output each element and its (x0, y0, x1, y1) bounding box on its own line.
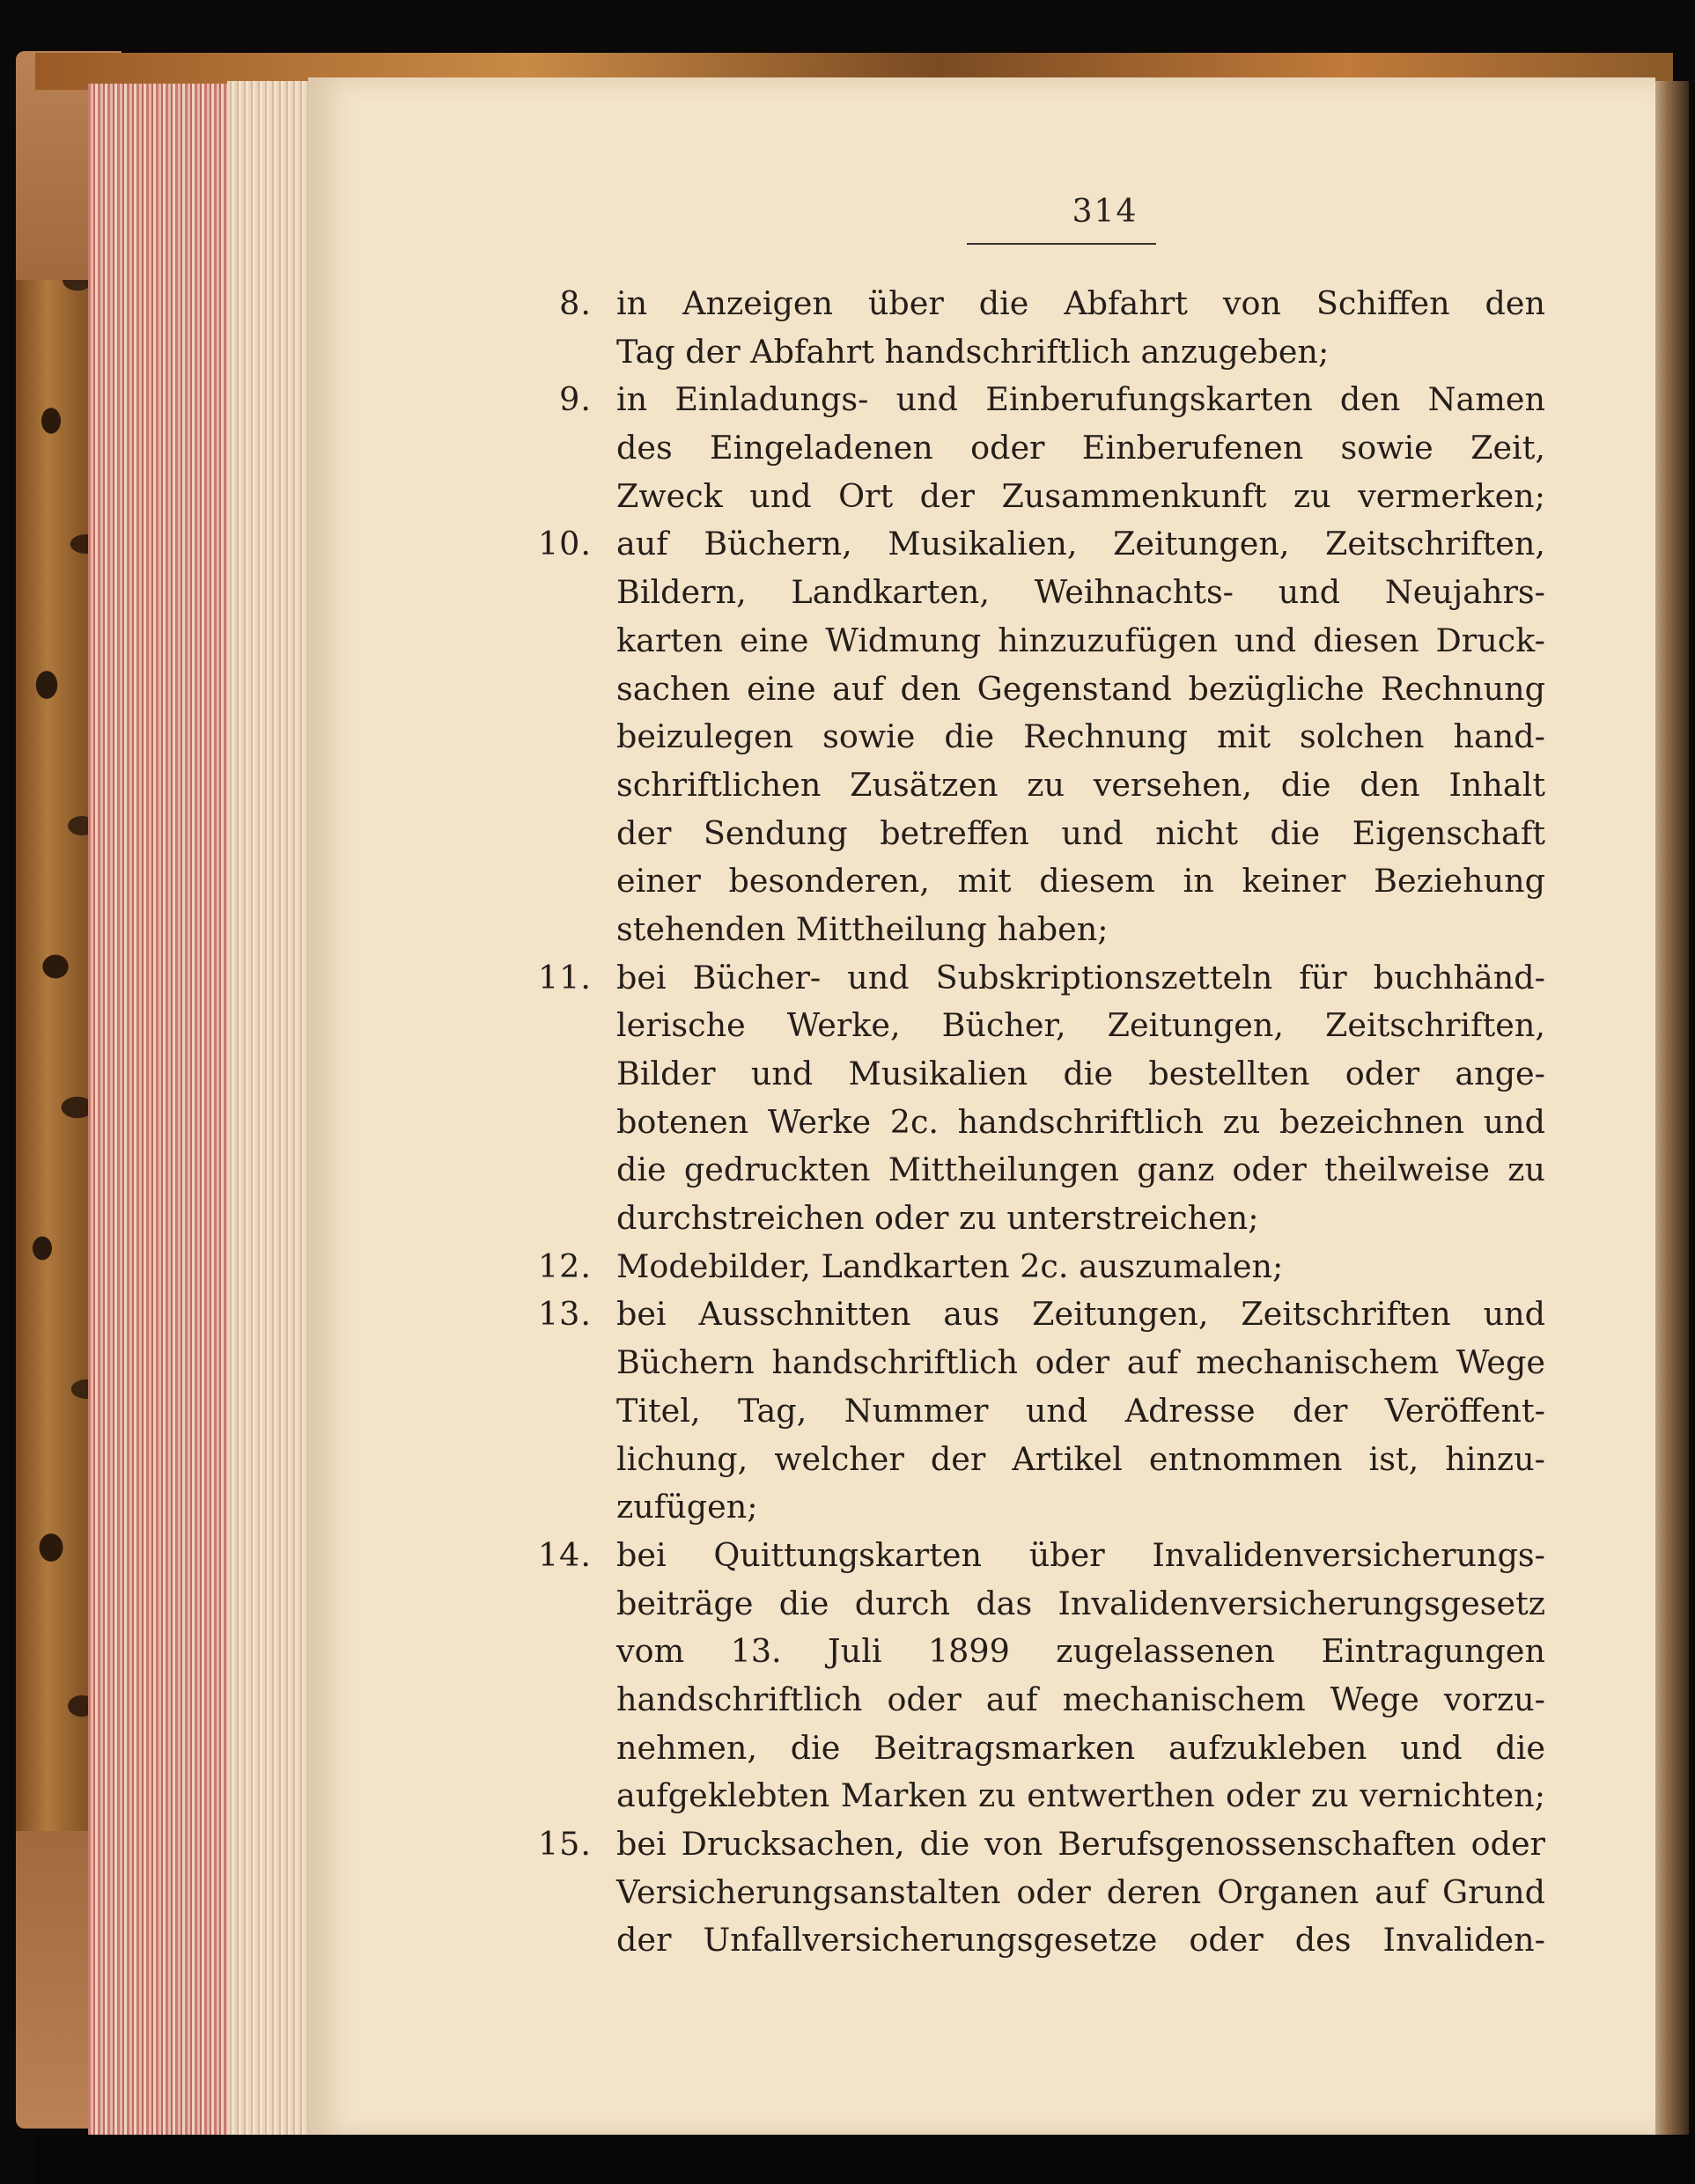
item-number: 8. (559, 284, 592, 322)
item-number: 14. (537, 1535, 592, 1574)
line-text: beizulegen sowie die Rechnung mit solchen hand- (616, 717, 1545, 756)
text-line (616, 328, 1545, 377)
body-text (537, 280, 1545, 1965)
line-text: vom 13. Juli 1899 zugelassenen Eintragungen (616, 1632, 1545, 1671)
line-text: durchstreichen oder zu unterstreichen; (616, 1199, 1259, 1238)
text-line (537, 520, 1545, 569)
line-text: Büchern handschriftlich oder auf mechanischem Wege (616, 1343, 1545, 1382)
line-text: auf Büchern, Musikalien, Zeitungen, Zeitschriften, (616, 525, 1545, 563)
item-number: 9. (559, 380, 592, 419)
line-text: botenen Werke 2c. handschriftlich zu bezeichnen und (616, 1102, 1545, 1141)
text-line (537, 1291, 1545, 1339)
text-line (616, 1339, 1545, 1387)
line-text: lichung, welcher der Artikel entnommen ist, hinzu- (616, 1439, 1545, 1478)
line-text: sachen eine auf den Gegenstand bezügliche Rechnung (616, 669, 1545, 708)
text-line (616, 713, 1545, 761)
text-line (616, 1483, 1545, 1532)
text-line (616, 1869, 1545, 1917)
line-text: bei Ausschnitten aus Zeitungen, Zeitschriften und (616, 1295, 1545, 1334)
text-line (616, 617, 1545, 665)
line-text: lerische Werke, Bücher, Zeitungen, Zeitschriften, (616, 1006, 1545, 1045)
line-text: zufügen; (616, 1488, 758, 1526)
text-line (616, 1099, 1545, 1147)
text-line (616, 857, 1545, 906)
text-line (616, 1580, 1545, 1629)
item-number: 12. (537, 1246, 592, 1285)
text-line (616, 1916, 1545, 1965)
line-text: der Sendung betreffen und nicht die Eigenschaft (616, 813, 1545, 852)
line-text: Bildern, Landkarten, Weihnachts- und Neujahrs- (616, 573, 1545, 612)
text-line (616, 424, 1545, 473)
facing-page-edge (1654, 81, 1689, 2136)
line-text: des Eingeladenen oder Einberufenen sowie Zeit, (616, 429, 1545, 467)
text-line (537, 1243, 1545, 1291)
line-text: Versicherungsanstalten oder deren Organen auf Grund (616, 1872, 1545, 1911)
item-number: 11. (537, 958, 592, 996)
text-line (616, 810, 1545, 858)
line-text: handschriftlich oder auf mechanischem Wege vorzu- (616, 1680, 1545, 1718)
text-line (616, 1387, 1545, 1436)
text-line (616, 1436, 1545, 1484)
text-line (616, 1195, 1545, 1243)
text-line (559, 376, 1545, 424)
page-number: 314 (1072, 194, 1139, 230)
line-text: nehmen, die Beitragsmarken aufzukleben und die (616, 1728, 1545, 1767)
line-text: bei Drucksachen, die von Berufsgenossenschaften oder (616, 1825, 1545, 1863)
text-line (616, 1002, 1545, 1050)
line-text: Titel, Tag, Nummer und Adresse der Veröffent- (616, 1391, 1545, 1430)
header-rule (967, 243, 1156, 245)
line-text: Bilder und Musikalien die bestellten oder ange- (616, 1055, 1545, 1092)
text-line (616, 665, 1545, 714)
line-text: bei Bücher- und Subskriptionszetteln für buchhänd- (616, 958, 1545, 996)
text-line (537, 954, 1545, 1003)
text-line (616, 473, 1545, 521)
text-line (616, 1050, 1545, 1099)
line-text: schriftlichen Zusätzen zu versehen, die den Inhalt (616, 765, 1545, 804)
text-line (537, 1532, 1545, 1580)
item-number: 10. (537, 525, 592, 563)
line-text: aufgeklebten Marken zu entwerthen oder zu vernichten; (616, 1776, 1545, 1815)
line-text: Tag der Abfahrt handschriftlich anzugeben; (616, 332, 1330, 371)
text-line (616, 1146, 1545, 1195)
line-text: bei Quittungskarten über Invalidenversicherungs- (616, 1535, 1545, 1574)
item-number: 13. (537, 1295, 592, 1334)
line-text: stehenden Mittheilung haben; (616, 909, 1109, 948)
line-text: der Unfallversicherungsgesetze oder des Invaliden- (616, 1921, 1545, 1960)
bottom-shadow (35, 2135, 1691, 2184)
item-number: 15. (537, 1825, 592, 1863)
line-text: beiträge die durch das Invalidenversicherungsgesetz (616, 1584, 1545, 1622)
text-line (559, 280, 1545, 328)
text-line (616, 569, 1545, 617)
text-line (537, 1820, 1545, 1869)
line-text: in Einladungs- und Einberufungskarten den Namen (616, 380, 1545, 419)
line-text: in Anzeigen über die Abfahrt von Schiffen den (616, 284, 1545, 322)
text-line (616, 1772, 1545, 1820)
line-text: die gedruckten Mittheilungen ganz oder theilweise zu (616, 1151, 1545, 1189)
line-text: Zweck und Ort der Zusammenkunft zu vermerken; (616, 476, 1545, 515)
page-edges-light (227, 81, 315, 2136)
text-line (616, 761, 1545, 810)
line-text: karten eine Widmung hinzuzufügen und diesen Druck- (616, 621, 1545, 659)
text-line (616, 1724, 1545, 1773)
line-text: einer besonderen, mit diesem in keiner Beziehung (616, 862, 1545, 901)
line-text: Modebilder, Landkarten 2c. auszumalen; (616, 1246, 1284, 1285)
text-line (616, 1676, 1545, 1724)
text-line (616, 1628, 1545, 1676)
text-line (616, 906, 1545, 954)
